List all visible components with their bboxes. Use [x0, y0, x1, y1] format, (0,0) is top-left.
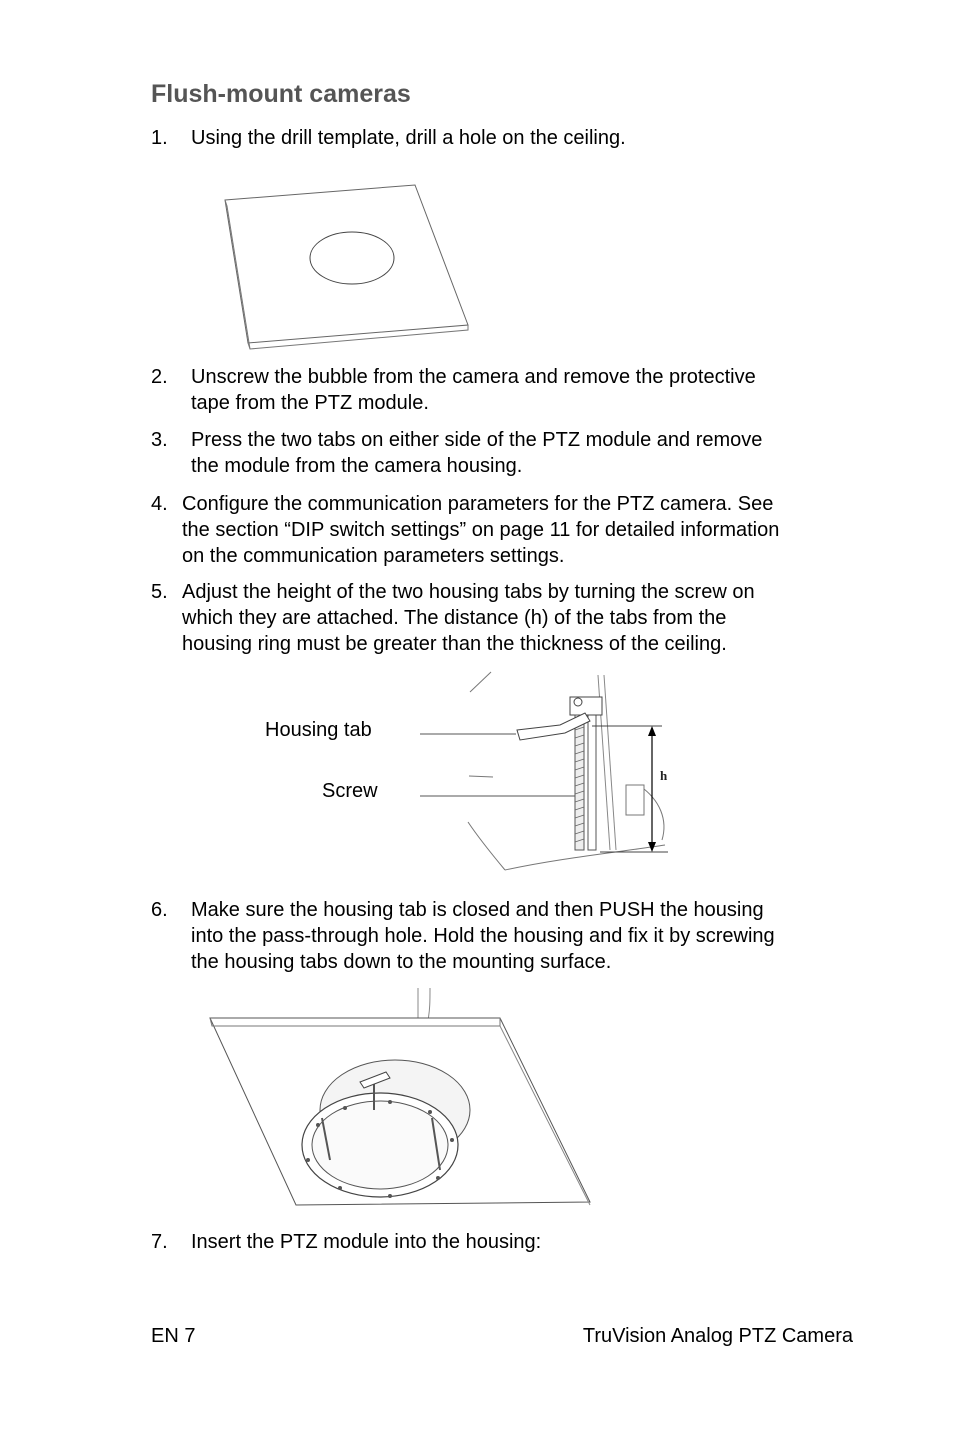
step-text-line: which they are attached. The distance (h) of the tabs from the	[182, 607, 727, 629]
document-title: TruVision Analog PTZ Camera	[582, 1325, 853, 1347]
section-heading: Flush-mount cameras	[151, 80, 411, 108]
page-number: EN 7	[151, 1325, 196, 1347]
step-text-line: into the pass-through hole. Hold the housing and fix it by screwing	[191, 925, 775, 947]
step-number: 5.	[151, 581, 168, 603]
step-text-line: Adjust the height of the two housing tabs by turning the screw on	[182, 581, 755, 603]
step-number: 6.	[151, 899, 168, 921]
step-text-line: on the communication parameters settings.	[182, 545, 565, 567]
step-number: 3.	[151, 429, 168, 451]
step-text-line: Press the two tabs on either side of the PTZ module and remove	[191, 429, 763, 451]
step-text-line: the housing tabs down to the mounting surface.	[191, 951, 612, 973]
step-text-line: housing ring must be greater than the thickness of the ceiling.	[182, 633, 727, 655]
h-dimension-label: h	[660, 768, 668, 783]
step-text-line: Configure the communication parameters for the PTZ camera. See	[182, 493, 774, 515]
step-number: 1.	[151, 127, 168, 149]
step-text: Insert the PTZ module into the housing:	[191, 1231, 542, 1253]
housing-tab-label: Housing tab	[265, 719, 372, 741]
step-number: 2.	[151, 366, 168, 388]
step-text-line: tape from the PTZ module.	[191, 392, 429, 414]
step-text-line: the section “DIP switch settings” on page 11 for detailed information	[182, 519, 780, 541]
step-number: 4.	[151, 493, 168, 515]
step-text-line: Unscrew the bubble from the camera and remove the protective	[191, 366, 756, 388]
step-number: 7.	[151, 1231, 168, 1253]
step-text-line: Make sure the housing tab is closed and then PUSH the housing	[191, 899, 764, 921]
step-text-line: the module from the camera housing.	[191, 455, 523, 477]
screw-label: Screw	[322, 780, 378, 802]
step-text: Using the drill template, drill a hole on the ceiling.	[191, 127, 626, 149]
